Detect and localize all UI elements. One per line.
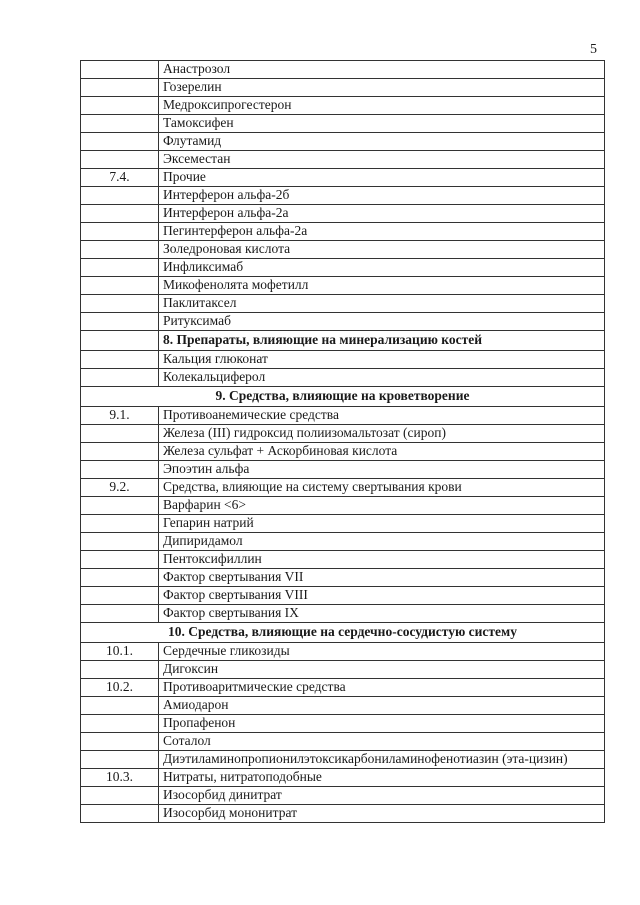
row-number xyxy=(81,697,159,715)
table-row xyxy=(81,769,605,787)
table-row xyxy=(81,461,605,479)
table-row xyxy=(81,61,605,79)
table-row xyxy=(81,733,605,751)
drug-name: Золедроновая кислота xyxy=(159,241,605,259)
drug-name: Интерферон альфа-2б xyxy=(159,187,605,205)
table-row xyxy=(81,205,605,223)
row-number xyxy=(81,133,159,151)
row-number xyxy=(81,425,159,443)
drug-name: Пропафенон xyxy=(159,715,605,733)
row-number xyxy=(81,805,159,823)
table-row xyxy=(81,697,605,715)
table-row xyxy=(81,587,605,605)
drug-name: Диэтиламинопропионилэтоксикарбониламинофенотиазин (эта-цизин) xyxy=(159,751,605,769)
table-row xyxy=(81,643,605,661)
row-number xyxy=(81,241,159,259)
drug-name: Соталол xyxy=(159,733,605,751)
table-row xyxy=(81,351,605,369)
row-number xyxy=(81,61,159,79)
table-row xyxy=(81,679,605,697)
drug-name: Микофенолята мофетилл xyxy=(159,277,605,295)
drug-name: Эпоэтин альфа xyxy=(159,461,605,479)
row-number xyxy=(81,295,159,313)
row-number xyxy=(81,751,159,769)
drug-name: Колекальциферол xyxy=(159,369,605,387)
row-number xyxy=(81,533,159,551)
table-row xyxy=(81,223,605,241)
row-number xyxy=(81,79,159,97)
drug-name: Средства, влияющие на систему свертывания крови xyxy=(159,479,605,497)
row-number xyxy=(81,733,159,751)
table-row xyxy=(81,443,605,461)
table-row xyxy=(81,497,605,515)
table-row xyxy=(81,169,605,187)
row-number xyxy=(81,715,159,733)
row-number xyxy=(81,661,159,679)
table-row xyxy=(81,313,605,331)
table-row xyxy=(81,805,605,823)
table-row xyxy=(81,751,605,769)
section-heading-row xyxy=(81,331,605,351)
table-row xyxy=(81,787,605,805)
drug-name: Противоанемические средства xyxy=(159,407,605,425)
table-row xyxy=(81,259,605,277)
row-number xyxy=(81,313,159,331)
row-number: 10.1. xyxy=(81,643,159,661)
drug-name: Пегинтерферон альфа-2а xyxy=(159,223,605,241)
table-row xyxy=(81,425,605,443)
row-number xyxy=(81,551,159,569)
table-row xyxy=(81,715,605,733)
drug-name: Варфарин <6> xyxy=(159,497,605,515)
row-number xyxy=(81,277,159,295)
section-heading: 10. Средства, влияющие на сердечно-сосудистую систему xyxy=(81,623,605,643)
table-row xyxy=(81,187,605,205)
row-number xyxy=(81,515,159,533)
table-row xyxy=(81,277,605,295)
drug-name: Анастрозол xyxy=(159,61,605,79)
table-row xyxy=(81,605,605,623)
row-number xyxy=(81,151,159,169)
drug-name: Дигоксин xyxy=(159,661,605,679)
drug-name: Фактор свертывания VII xyxy=(159,569,605,587)
row-number xyxy=(81,259,159,277)
row-number: 10.3. xyxy=(81,769,159,787)
row-number xyxy=(81,351,159,369)
table-row xyxy=(81,133,605,151)
drug-name: Амиодарон xyxy=(159,697,605,715)
row-number: 9.1. xyxy=(81,407,159,425)
table-row xyxy=(81,551,605,569)
drug-name: Инфликсимаб xyxy=(159,259,605,277)
drug-name: Пентоксифиллин xyxy=(159,551,605,569)
drug-name: Гепарин натрий xyxy=(159,515,605,533)
table-row xyxy=(81,241,605,259)
row-number: 9.2. xyxy=(81,479,159,497)
table-row xyxy=(81,515,605,533)
table-row xyxy=(81,533,605,551)
drug-name: Фактор свертывания VIII xyxy=(159,587,605,605)
drug-name: Тамоксифен xyxy=(159,115,605,133)
row-number xyxy=(81,369,159,387)
row-number xyxy=(81,115,159,133)
drug-name: Гозерелин xyxy=(159,79,605,97)
drug-name: Сердечные гликозиды xyxy=(159,643,605,661)
table-row xyxy=(81,479,605,497)
section-heading-row xyxy=(81,387,605,407)
row-number xyxy=(81,587,159,605)
drug-name: Железа сульфат + Аскорбиновая кислота xyxy=(159,443,605,461)
section-heading: 9. Средства, влияющие на кроветворение xyxy=(81,387,605,407)
drug-name: Ритуксимаб xyxy=(159,313,605,331)
table-row xyxy=(81,369,605,387)
table-row xyxy=(81,97,605,115)
drug-list-table xyxy=(80,60,605,823)
drug-name: Медроксипрогестерон xyxy=(159,97,605,115)
row-number xyxy=(81,205,159,223)
table-row xyxy=(81,115,605,133)
table-row xyxy=(81,295,605,313)
drug-name: Изосорбид динитрат xyxy=(159,787,605,805)
row-number: 10.2. xyxy=(81,679,159,697)
row-number xyxy=(81,787,159,805)
drug-name: Кальция глюконат xyxy=(159,351,605,369)
row-number: 7.4. xyxy=(81,169,159,187)
table-row xyxy=(81,661,605,679)
drug-name: Фактор свертывания IX xyxy=(159,605,605,623)
table-row xyxy=(81,569,605,587)
drug-name: Паклитаксел xyxy=(159,295,605,313)
drug-name: Железа (III) гидроксид полиизомальтозат (сироп) xyxy=(159,425,605,443)
page-number: 5 xyxy=(590,42,597,57)
section-heading-row xyxy=(81,623,605,643)
drug-list-body xyxy=(81,61,605,823)
table-row xyxy=(81,151,605,169)
drug-name: Изосорбид мононитрат xyxy=(159,805,605,823)
row-number xyxy=(81,569,159,587)
drug-name: Флутамид xyxy=(159,133,605,151)
row-number xyxy=(81,97,159,115)
section-heading: 8. Препараты, влияющие на минерализацию костей xyxy=(159,331,605,351)
row-number xyxy=(81,461,159,479)
row-number xyxy=(81,187,159,205)
table-row xyxy=(81,79,605,97)
row-number xyxy=(81,331,159,351)
drug-name: Эксеместан xyxy=(159,151,605,169)
table-row xyxy=(81,407,605,425)
drug-name: Нитраты, нитратоподобные xyxy=(159,769,605,787)
row-number xyxy=(81,497,159,515)
drug-name: Противоаритмические средства xyxy=(159,679,605,697)
row-number xyxy=(81,223,159,241)
row-number xyxy=(81,443,159,461)
drug-name: Интерферон альфа-2а xyxy=(159,205,605,223)
row-number xyxy=(81,605,159,623)
drug-name: Прочие xyxy=(159,169,605,187)
drug-name: Дипиридамол xyxy=(159,533,605,551)
